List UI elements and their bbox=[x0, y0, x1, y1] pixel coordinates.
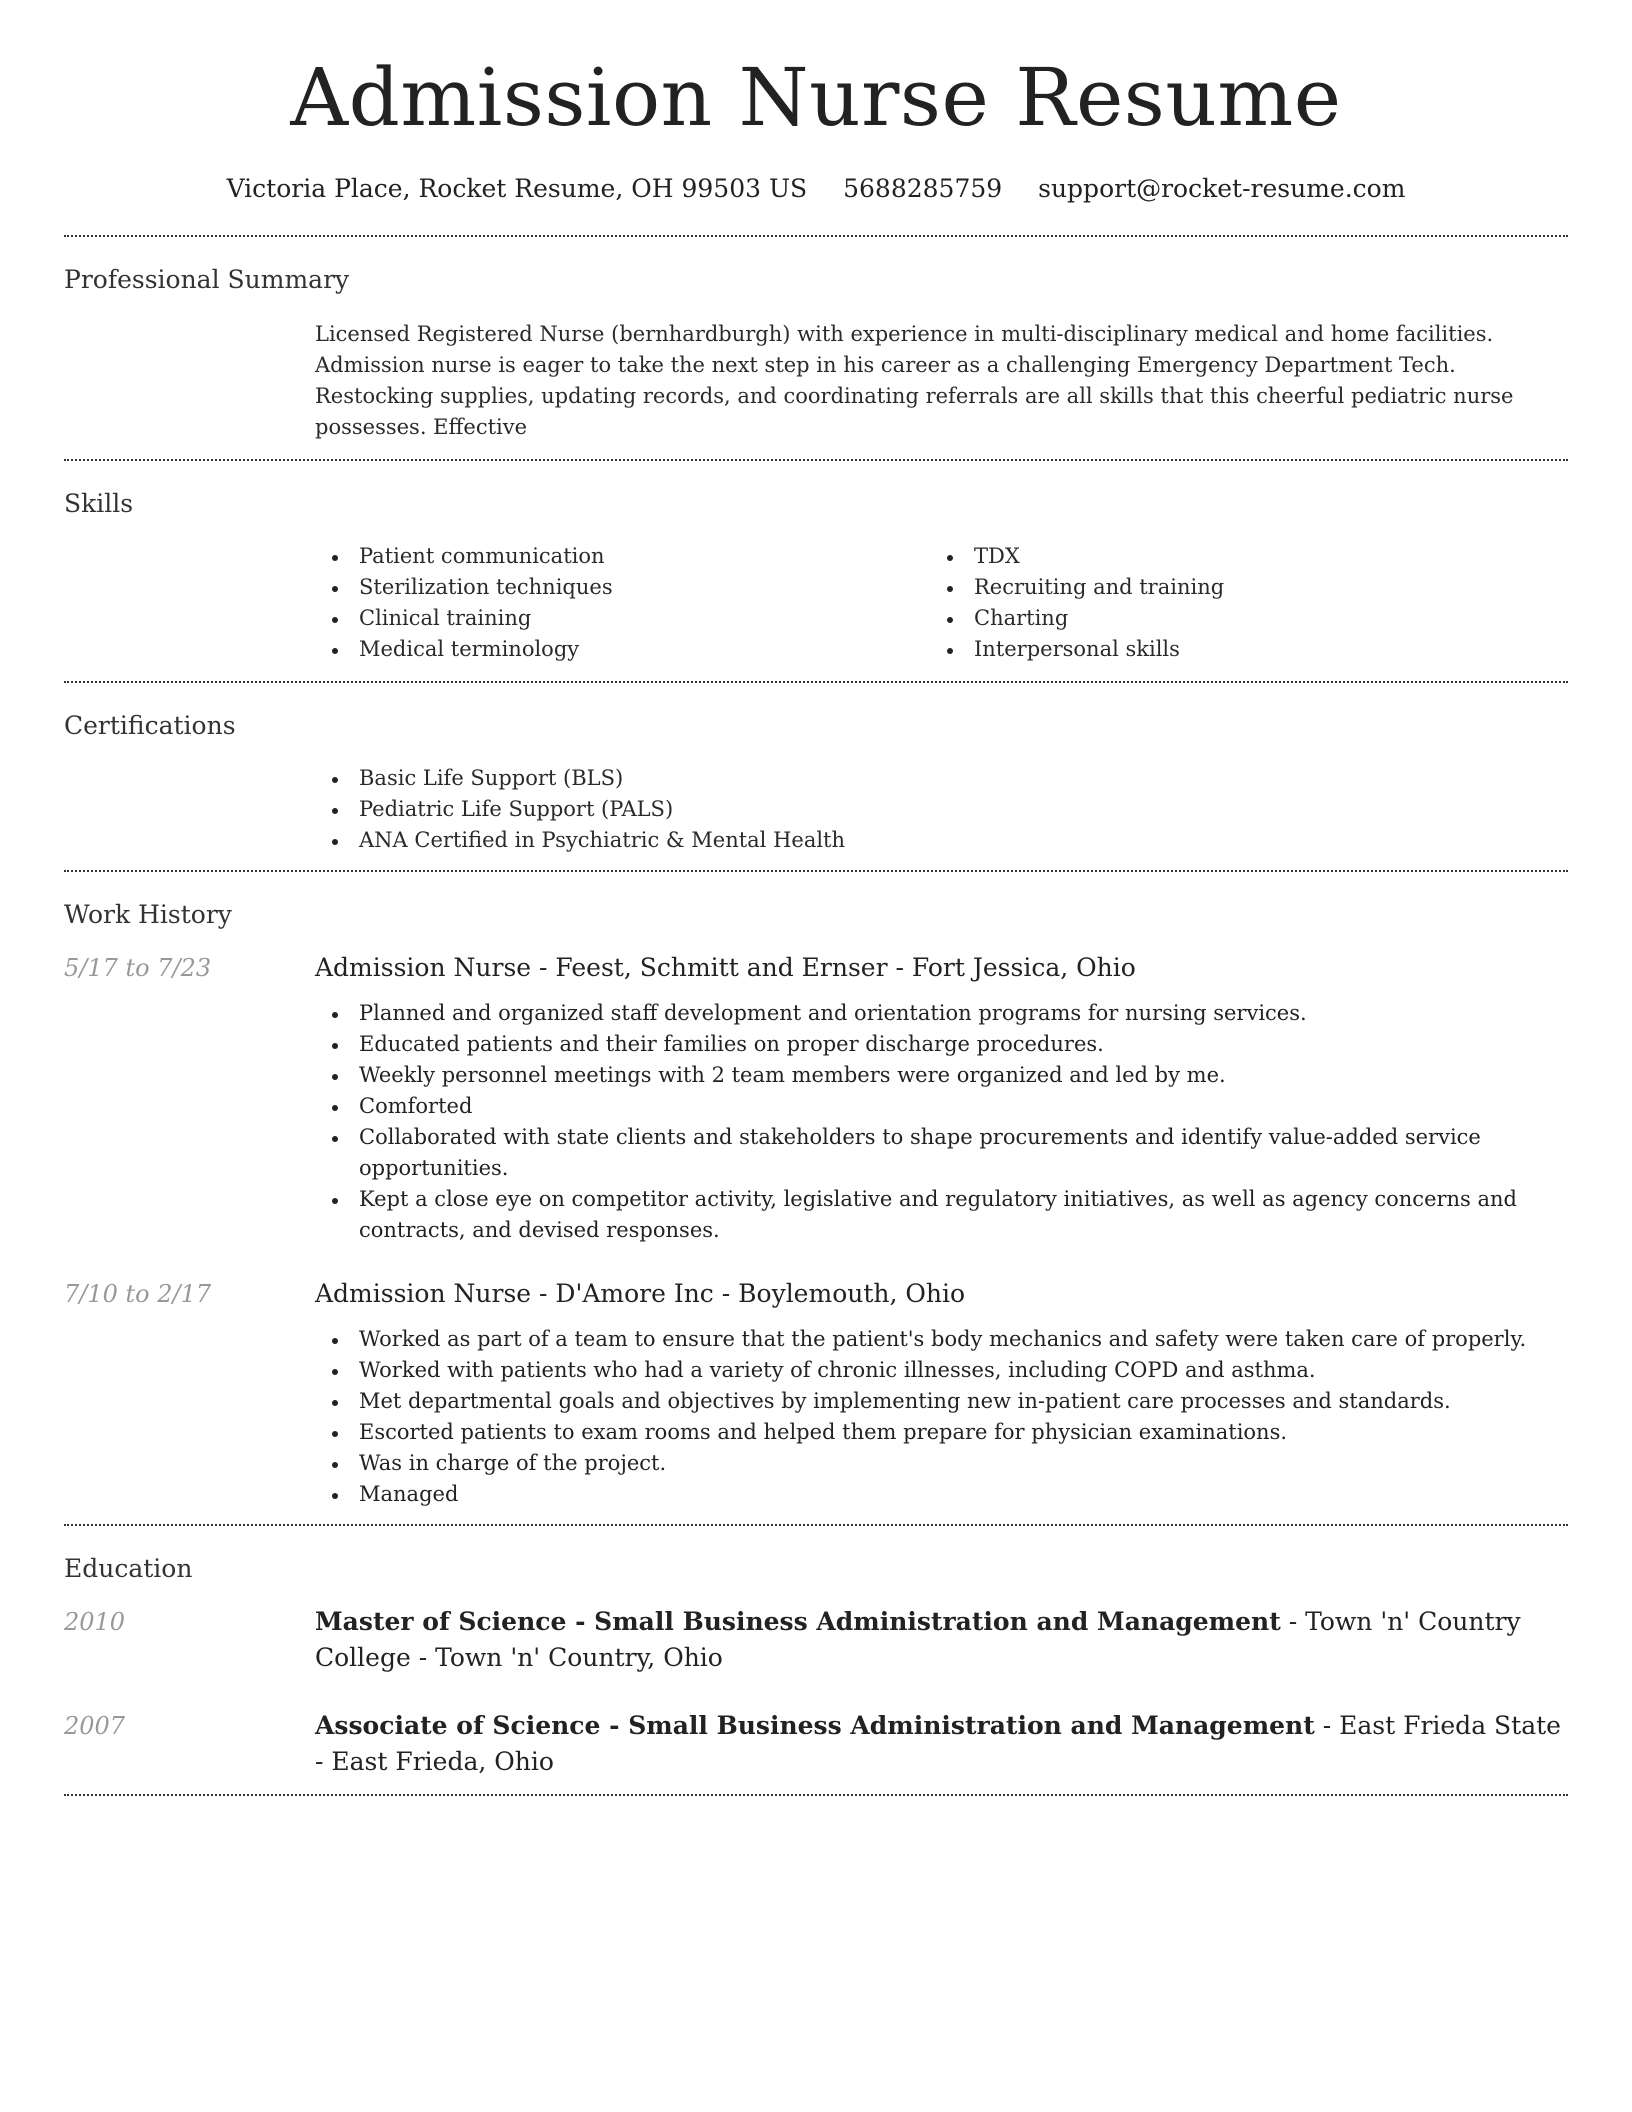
summary-text: Licensed Registered Nurse (bernhardburgh) with experience in multi-disciplinary medical and home facilities. Admission nurse is eager to take the next step in his career as a challenging Emergency Department Tech. Restocking supplies, updating records, and coordinating referrals are all skills that this cheerful pediatric nurse possesses. Effective bbox=[315, 322, 1514, 439]
skill-item: Charting bbox=[930, 603, 1545, 634]
skill-item: Interpersonal skills bbox=[930, 634, 1545, 665]
skill-item: Medical terminology bbox=[315, 634, 930, 665]
skill-item: Clinical training bbox=[315, 603, 930, 634]
education-heading: Education bbox=[64, 1554, 193, 1583]
certification-item: ANA Certified in Psychiatric & Mental Health bbox=[315, 825, 1568, 856]
work-bullet: Weekly personnel meetings with 2 team members were organized and led by me. bbox=[315, 1060, 1568, 1091]
education-date: 2007 bbox=[64, 1712, 126, 1740]
work-entry bbox=[64, 1276, 1568, 1510]
certifications-list bbox=[315, 741, 1568, 870]
education-entry bbox=[64, 1604, 1568, 1676]
work-bullet: Met departmental goals and objectives by implementing new in-patient care processes and standards. bbox=[315, 1386, 1568, 1417]
work-details bbox=[315, 950, 1568, 1246]
certifications-heading: Certifications bbox=[64, 711, 236, 740]
work-bullet: Collaborated with state clients and stakeholders to shape procurements and identify value-added service opportunities. bbox=[315, 1122, 1568, 1184]
skill-item: Patient communication bbox=[315, 541, 930, 572]
skill-item: Sterilization techniques bbox=[315, 572, 930, 603]
education-details bbox=[315, 1604, 1568, 1676]
work-bullet: Managed bbox=[315, 1479, 1568, 1510]
education-entries bbox=[64, 1584, 1568, 1780]
contact-email: support@rocket-resume.com bbox=[1038, 174, 1406, 203]
education-school: - East Frieda State - East Frieda, Ohio bbox=[315, 1711, 1561, 1776]
certification-item: Pediatric Life Support (PALS) bbox=[315, 794, 1568, 825]
work-bullet: Planned and organized staff development and orientation programs for nursing services. bbox=[315, 998, 1568, 1029]
skill-item: TDX bbox=[930, 541, 1545, 572]
work-title: Admission Nurse - D'Amore Inc - Boylemouth, Ohio bbox=[315, 1279, 966, 1308]
education-section bbox=[64, 1526, 1568, 1780]
work-section bbox=[64, 872, 1568, 1510]
work-entries bbox=[64, 930, 1568, 1510]
education-degree: Master of Science - Small Business Administration and Management bbox=[315, 1607, 1281, 1636]
work-title: Admission Nurse - Feest, Schmitt and Ernser - Fort Jessica, Ohio bbox=[315, 953, 1136, 982]
work-bullet: Was in charge of the project. bbox=[315, 1448, 1568, 1479]
skill-item: Recruiting and training bbox=[930, 572, 1545, 603]
summary-section bbox=[64, 237, 1568, 459]
education-details bbox=[315, 1708, 1568, 1780]
work-details bbox=[315, 1276, 1568, 1510]
skills-column-left bbox=[315, 541, 930, 665]
work-bullets bbox=[315, 1324, 1568, 1510]
work-bullet: Educated patients and their families on proper discharge procedures. bbox=[315, 1029, 1568, 1060]
divider bbox=[64, 1794, 1568, 1796]
certifications-section bbox=[64, 683, 1568, 870]
resume-title: Admission Nurse Resume bbox=[290, 51, 1342, 144]
certification-item: Basic Life Support (BLS) bbox=[315, 763, 1568, 794]
work-bullets bbox=[315, 998, 1568, 1246]
contact-address: Victoria Place, Rocket Resume, OH 99503 US bbox=[226, 174, 808, 203]
education-school: - Town 'n' Country College - Town 'n' Country, Ohio bbox=[315, 1607, 1521, 1672]
education-entry bbox=[64, 1708, 1568, 1780]
skills-column-right bbox=[930, 541, 1545, 665]
work-bullet: Worked as part of a team to ensure that the patient's body mechanics and safety were taken care of properly. bbox=[315, 1324, 1568, 1355]
summary-heading: Professional Summary bbox=[64, 265, 350, 294]
work-entry bbox=[64, 950, 1568, 1246]
contact-phone: 5688285759 bbox=[843, 174, 1003, 203]
work-heading: Work History bbox=[64, 900, 232, 929]
work-bullet: Worked with patients who had a variety of chronic illnesses, including COPD and asthma. bbox=[315, 1355, 1568, 1386]
contact-line bbox=[64, 174, 1568, 203]
work-bullet: Escorted patients to exam rooms and helped them prepare for physician examinations. bbox=[315, 1417, 1568, 1448]
education-date: 2010 bbox=[64, 1608, 126, 1636]
work-bullet: Comforted bbox=[315, 1091, 1568, 1122]
work-date: 5/17 to 7/23 bbox=[64, 954, 212, 982]
work-date: 7/10 to 2/17 bbox=[64, 1280, 212, 1308]
skills-heading: Skills bbox=[64, 489, 134, 518]
skills-section bbox=[64, 461, 1568, 681]
education-degree: Associate of Science - Small Business Administration and Management bbox=[315, 1711, 1315, 1740]
skills-list bbox=[315, 519, 1568, 681]
work-bullet: Kept a close eye on competitor activity, legislative and regulatory initiatives, as well as agency concerns and contracts, and devised responses. bbox=[315, 1184, 1568, 1246]
